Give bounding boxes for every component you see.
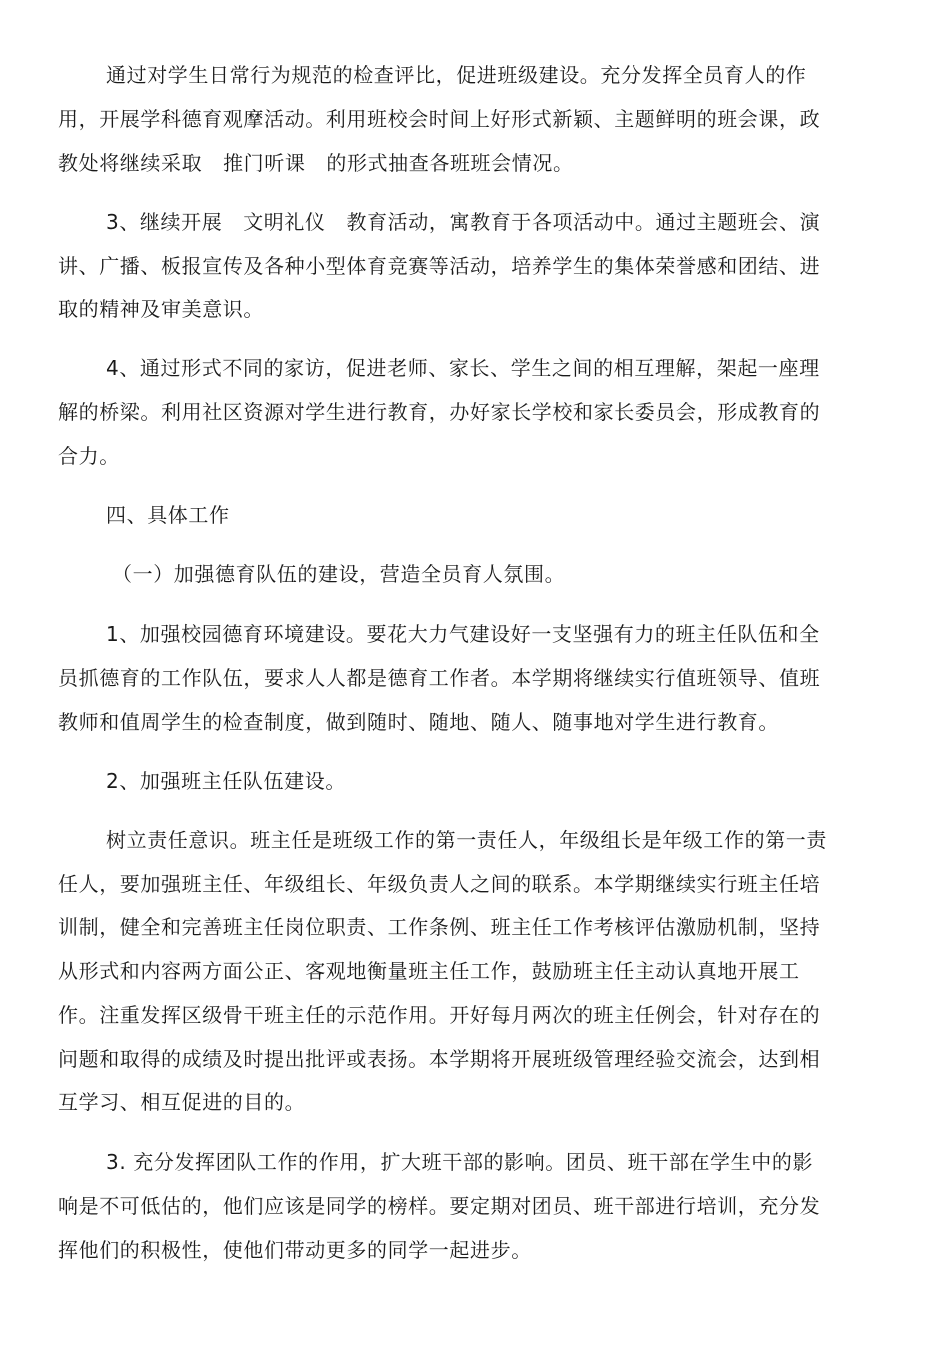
text-line: 解的桥梁。利用社区资源对学生进行教育，办好家长学校和家长委员会，形成教育的 bbox=[58, 400, 821, 424]
text-line: 3、继续开展 文明礼仪 教育活动，寓教育于各项活动中。通过主题班会、演 bbox=[106, 210, 821, 234]
text-line: 讲、广播、板报宣传及各种小型体育竞赛等活动，培养学生的集体荣誉感和团结、进 bbox=[58, 254, 821, 278]
text-line: 任人，要加强班主任、年级组长、年级负责人之间的联系。本学期继续实行班主任培 bbox=[58, 872, 821, 896]
text-line: 3. 充分发挥团队工作的作用，扩大班干部的影响。团员、班干部在学生中的影 bbox=[106, 1150, 814, 1174]
text-line: 2、加强班主任队伍建设。 bbox=[106, 769, 346, 793]
text-line: 取的精神及审美意识。 bbox=[58, 297, 264, 321]
text-line: 用，开展学科德育观摩活动。利用班校会时间上好形式新颖、主题鲜明的班会课，政 bbox=[58, 107, 821, 131]
text-line: 教师和值周学生的检查制度，做到随时、随地、随人、随事地对学生进行教育。 bbox=[58, 710, 779, 734]
text-line: 作。注重发挥区级骨干班主任的示范作用。开好每月两次的班主任例会，针对存在的 bbox=[58, 1003, 821, 1027]
text-line: 问题和取得的成绩及时提出批评或表扬。本学期将开展班级管理经验交流会，达到相 bbox=[58, 1047, 821, 1071]
text-line: 员抓德育的工作队伍，要求人人都是德育工作者。本学期将继续实行值班领导、值班 bbox=[58, 666, 821, 690]
text-line: 4、通过形式不同的家访，促进老师、家长、学生之间的相互理解，架起一座理 bbox=[106, 356, 820, 380]
text-line: 互学习、相互促进的目的。 bbox=[58, 1090, 306, 1114]
subsection-heading: （一）加强德育队伍的建设，营造全员育人氛围。 bbox=[112, 562, 566, 586]
text-line: 通过对学生日常行为规范的检查评比，促进班级建设。充分发挥全员育人的作 bbox=[106, 63, 807, 87]
text-line: 训制，健全和完善班主任岗位职责、工作条例、班主任工作考核评估激励机制，坚持 bbox=[58, 915, 821, 939]
text-line: 教处将继续采取 推门听课 的形式抽查各班班会情况。 bbox=[58, 151, 574, 175]
section-heading: 四、具体工作 bbox=[106, 503, 230, 527]
text-line: 响是不可低估的，他们应该是同学的榜样。要定期对团员、班干部进行培训，充分发 bbox=[58, 1194, 821, 1218]
text-line: 从形式和内容两方面公正、客观地衡量班主任工作，鼓励班主任主动认真地开展工 bbox=[58, 959, 800, 983]
text-line: 挥他们的积极性，使他们带动更多的同学一起进步。 bbox=[58, 1238, 532, 1262]
text-line: 树立责任意识。班主任是班级工作的第一责任人，年级组长是年级工作的第一责 bbox=[106, 828, 827, 852]
text-line: 1、加强校园德育环境建设。要花大力气建设好一支坚强有力的班主任队伍和全 bbox=[106, 622, 820, 646]
text-line: 合力。 bbox=[58, 444, 120, 468]
